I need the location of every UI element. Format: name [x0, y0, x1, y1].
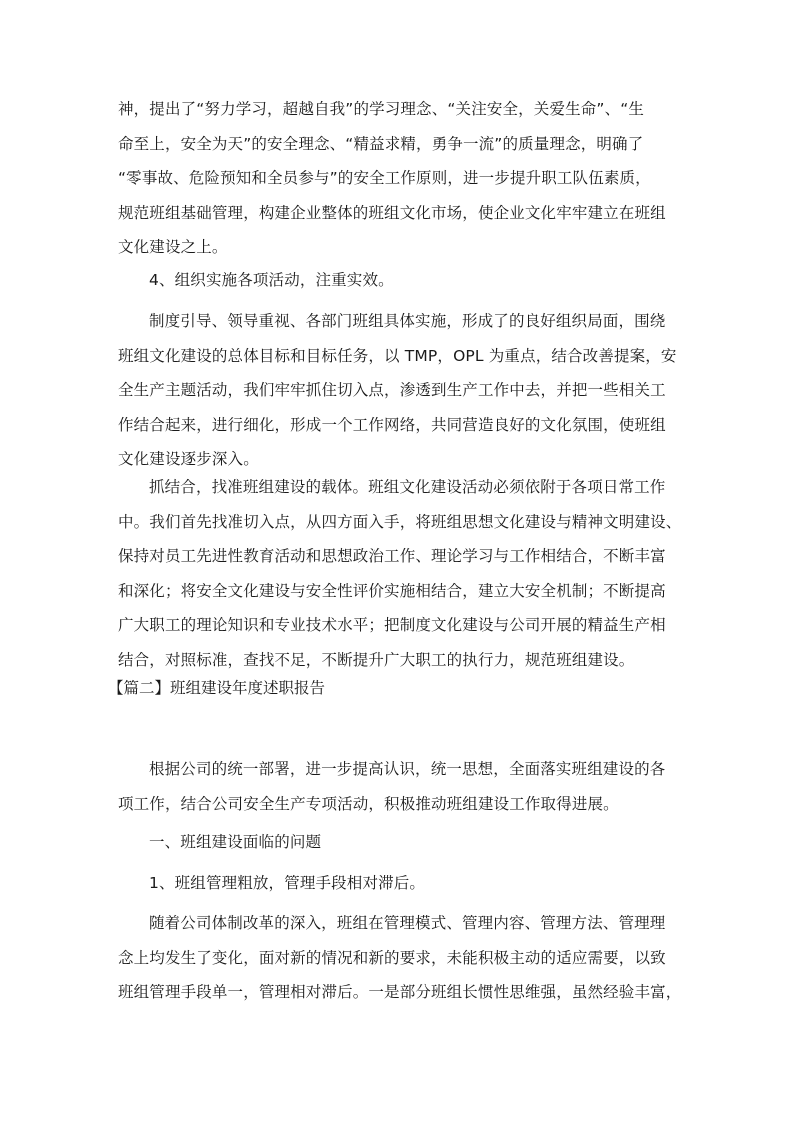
text-line: 根据公司的统一部署，进一步提高认识，统一思想，全面落实班组建设的各: [149, 760, 666, 778]
text-line: 随着公司体制改革的深入，班组在管理模式、管理内容、管理方法、管理理: [149, 914, 666, 932]
text-line: 文化建设之上。: [118, 238, 228, 256]
text-line: 项工作，结合公司安全生产专项活动，积极推动班组建设工作取得进展。: [118, 794, 619, 813]
paragraph-item-4: [118, 263, 678, 298]
text-line: 1、班组管理粗放，管理手段相对滞后。: [149, 874, 426, 892]
paragraph-safety-culture: [118, 92, 678, 265]
text-line: 保持对员工先进性教育活动和思想政治工作、理论学习与工作相结合，不断丰富: [118, 547, 666, 565]
paragraph-problems-heading: [118, 825, 678, 860]
text-line: 4、组织实施各项活动，注重实效。: [149, 271, 394, 289]
paragraph-problem-1: [118, 866, 678, 901]
text-line: 念上均发生了变化，面对新的情况和新的要求，未能积极主动的适应需要，以致: [118, 948, 666, 967]
text-line: 文化建设逐步深入。: [118, 450, 259, 468]
text-line: 一、班组建设面临的问题: [149, 833, 322, 851]
text-line: 作结合起来，进行细化，形成一个工作网络，共同营造良好的文化氛围，使班组: [118, 415, 666, 434]
text-line: 规范班组基础管理，构建企业整体的班组文化市场，使企业文化牢牢建立在班组: [118, 203, 666, 222]
text-line: 全生产主题活动，我们牢牢抓住切入点，渗透到生产工作中去，并把一些相关工: [118, 381, 666, 399]
text-line: 结合，对照标准，查找不足，不断提升广大职工的执行力，规范班组建设。: [118, 650, 635, 669]
text-line: 班组文化建设的总体目标和目标任务，以 TMP，OPL 为重点，结合改善提案，安: [118, 346, 677, 365]
paragraph-organization: [118, 304, 678, 477]
text-line: 中。我们首先找准切入点，从四方面入手，将班组思想文化建设与精神文明建设、: [118, 512, 682, 531]
paragraph-carrier: [118, 470, 682, 677]
text-line: “零事故、危险预知和全员参与”的安全工作原则，进一步提升职工队伍素质，: [118, 169, 651, 187]
text-line: 和深化；将安全文化建设与安全性评价实施相结合，建立大安全机制；不断提高: [118, 581, 666, 600]
text-line: 神，提出了“努力学习，超越自我”的学习理念、“关注安全，关爱生命”、“生: [118, 100, 645, 118]
text-line: 抓结合，找准班组建设的载体。班组文化建设活动必须依附于各项日常工作: [149, 478, 666, 496]
paragraph-reform: [118, 906, 682, 1010]
paragraph-deployment: [118, 752, 678, 821]
text-line: 班组管理手段单一，管理相对滞后。一是部分班组长惯性思维强，虽然经验丰富，: [118, 983, 682, 1001]
text-line: 广大职工的理论知识和专业技术水平；把制度文化建设与公司开展的精益生产相: [118, 616, 666, 634]
text-line: 命至上，安全为天”的安全理念、“精益求精，勇争一流”的质量理念，明确了: [118, 134, 644, 153]
text-line: 制度引导、领导重视、各部门班组具体实施，形成了的良好组织局面，围绕: [149, 312, 666, 330]
section-heading: 【篇二】班组建设年度述职报告: [108, 679, 326, 697]
